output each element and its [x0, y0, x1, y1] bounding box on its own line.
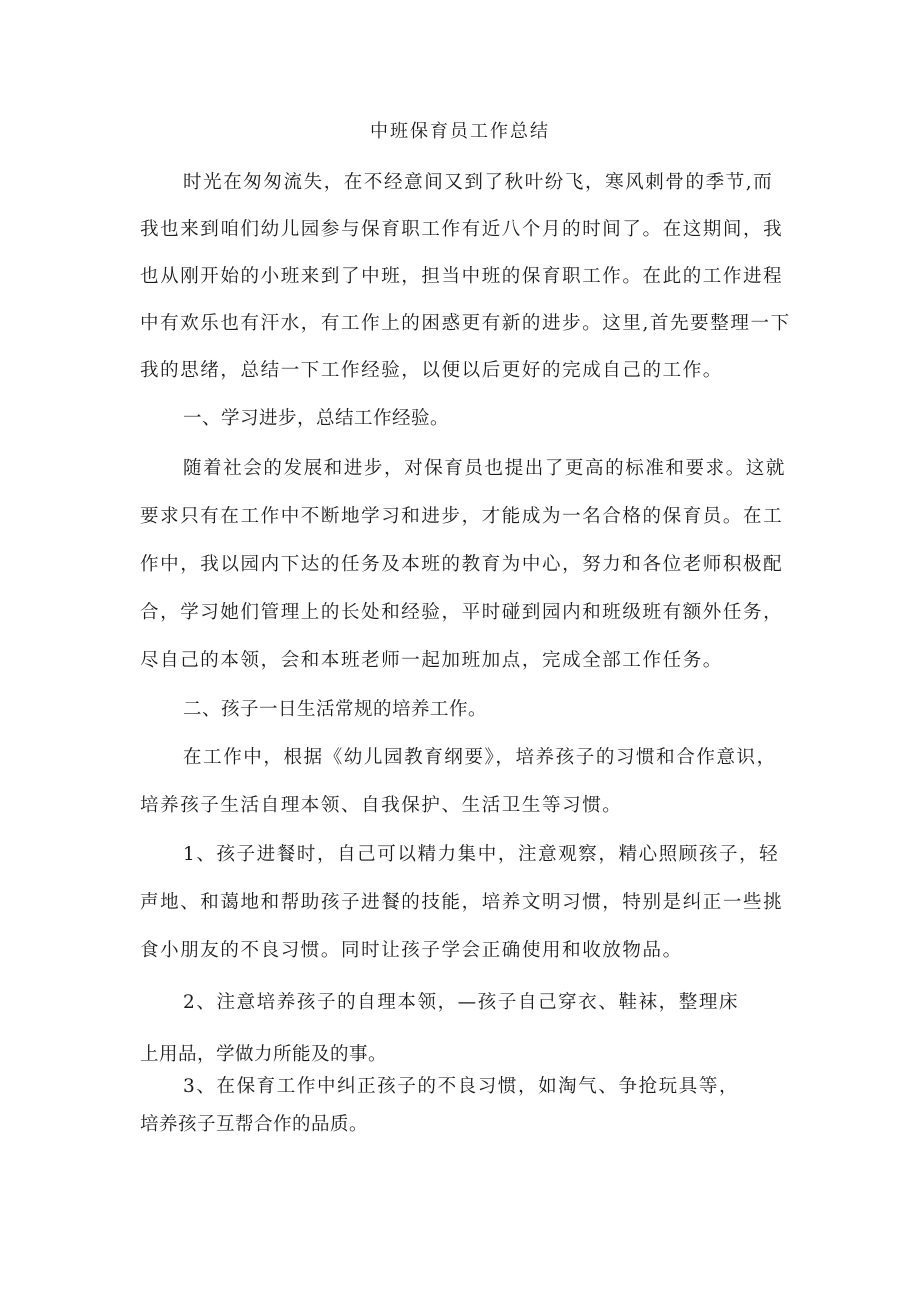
section-heading: 二、孩子一日生活常规的培养工作。	[183, 699, 488, 720]
paragraph-line: 我的思绪，总结一下工作经验，以便以后更好的完成自己的工作。	[140, 360, 723, 381]
page-title: 中班保育员工作总结	[370, 121, 550, 142]
paragraph-line: 食小朋友的不良习惯。同时让孩子学会正确使用和收放物品。	[140, 940, 683, 961]
paragraph-line: 培养孩子生活自理本领、自我保护、生活卫生等习惯。	[140, 795, 623, 816]
paragraph-line: 培养孩子互帮合作的品质。	[140, 1114, 369, 1135]
paragraph-line: 我也来到咱们幼儿园参与保育职工作有近八个月的时间了。在这期间，我	[140, 219, 784, 240]
paragraph-line: 合，学习她们管理上的长处和经验，平时碰到园内和班级班有额外任务，	[140, 602, 784, 623]
paragraph-line: 在工作中，根据《幼儿园教育纲要》，培养孩子的习惯和合作意识，	[183, 747, 777, 768]
paragraph-line: 要求只有在工作中不断地学习和进步，才能成为一名合格的保育员。在工	[140, 506, 784, 527]
paragraph-line: 尽自己的本领，会和本班老师一起加班加点，完成全部工作任务。	[140, 650, 723, 671]
paragraph-line: 声地、和蔼地和帮助孩子进餐的技能，培养文明习惯，特别是纠正一些挑	[140, 892, 784, 913]
paragraph-line: 随着社会的发展和进步，对保育员也提出了更高的标准和要求。这就	[183, 458, 787, 479]
paragraph-line: 2、注意培养孩子的自理本领，—孩子自己穿衣、鞋袜，整理床	[183, 992, 740, 1013]
paragraph-line: 作中，我以园内下达的任务及本班的教育为中心，努力和各位老师积极配	[140, 554, 784, 575]
paragraph-line: 也从刚开始的小班来到了中班，担当中班的保育职工作。在此的工作进程	[140, 266, 784, 287]
paragraph-line: 上用品，学做力所能及的事。	[140, 1044, 388, 1065]
paragraph-line: 中有欢乐也有汗水，有工作上的困惑更有新的进步。这里,首先要整理一下	[140, 313, 791, 334]
paragraph-line: 3、在保育工作中纠正孩子的不良习惯，如淘气、争抢玩具等，	[183, 1076, 740, 1097]
section-heading: 一、学习进步，总结工作经验。	[183, 408, 450, 429]
paragraph-line: 时光在匆匆流失，在不经意间又到了秋叶纷飞，寒风刺骨的季节,而	[183, 172, 774, 193]
paragraph-line: 1、孩子进餐时，自己可以精力集中，注意观察，精心照顾孩子，轻	[183, 844, 780, 865]
